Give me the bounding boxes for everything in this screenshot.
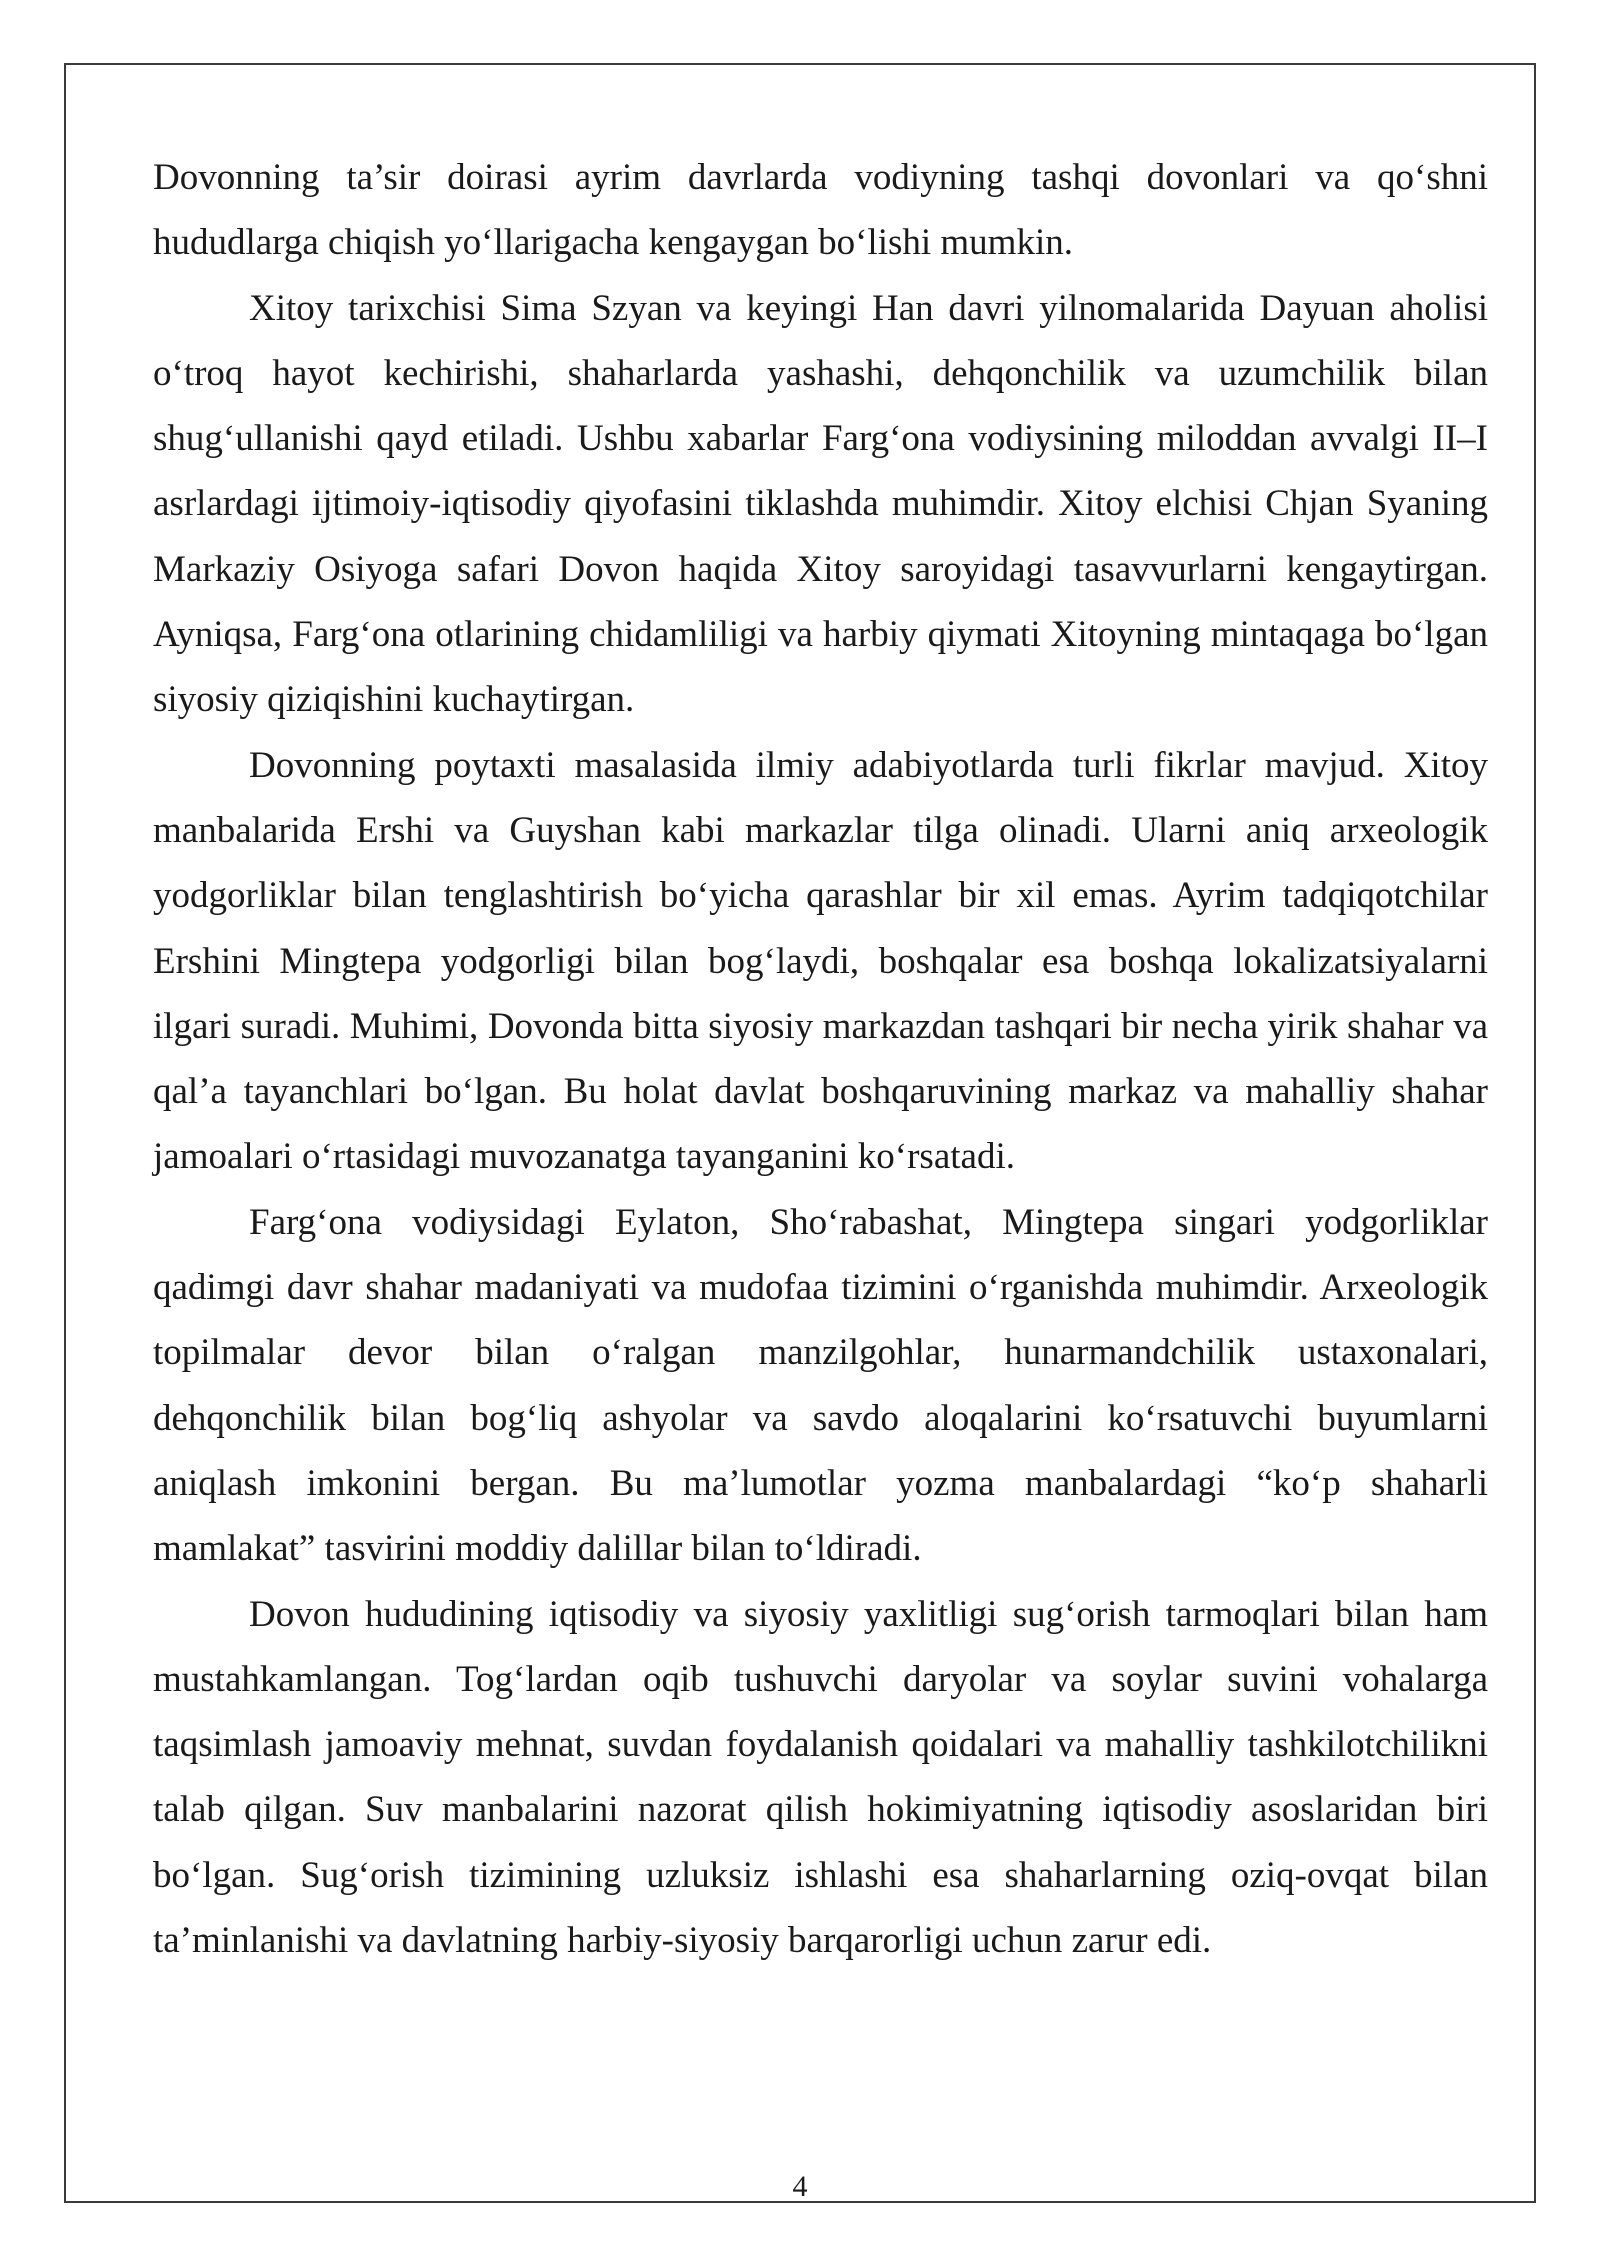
paragraph: Dovonning poytaxti masalasida ilmiy adabiyotlarda turli fikrlar mavjud. Xitoy manbalarida Ershi va Guyshan kabi markazlar tilga olinadi. Ularni aniq arxeologik yodgorliklar bilan tenglashtirish bo‘yicha qarashlar bir xil emas. Ayrim tadqiqotchilar Ershini Mingtepa yodgorligi bilan bog‘laydi, boshqalar esa boshqa lokalizatsiyalarni ilgari suradi. Muhimi, Dovonda bitta siyosiy markazdan tashqari bir necha yirik shahar va qal’a tayanchlari bo‘lgan. Bu holat davlat boshqaruvining markaz va mahalliy shahar jamoalari o‘rtasidagi muvozanatga tayanganini ko‘rsatadi.	[153, 744, 1488, 1178]
paragraph: Farg‘ona vodiysidagi Eylaton, Sho‘rabashat, Mingtepa singari yodgorliklar qadimgi davr shahar madaniyati va mudofaa tizimini o‘rganishda muhimdir. Arxeologik topilmalar devor bilan o‘ralgan manzilgohlar, hunarmandchilik ustaxonalari, dehqonchilik bilan bog‘liq ashyolar va savdo aloqalarini ko‘rsatuvchi buyumlarni aniqlash imkonini bergan. Bu ma’lumotlar yozma manbalardagi “ko‘p shaharli mamlakat” tasvirini moddiy dalillar bilan to‘ldiradi.	[153, 1201, 1488, 1570]
paragraph: Dovon hududining iqtisodiy va siyosiy yaxlitligi sug‘orish tarmoqlari bilan ham mustahkamlangan. Tog‘lardan oqib tushuvchi daryolar va soylar suvini vohalarga taqsimlash jamoaviy mehnat, suvdan foydalanish qoidalari va mahalliy tashkilotchilikni talab qilgan. Suv manbalarini nazorat qilish hokimiyatning iqtisodiy asoslaridan biri bo‘lgan. Sug‘orish tizimining uzluksiz ishlashi esa shaharlarning oziq-ovqat bilan ta’minlanishi va davlatning harbiy-siyosiy barqarorligi uchun zarur edi.	[153, 1593, 1488, 1962]
page-number: 4	[792, 2170, 808, 2203]
paragraph: Dovonning ta’sir doirasi ayrim davrlarda vodiyning tashqi dovonlari va qo‘shni hududlarga chiqish yo‘llarigacha kengaygan bo‘lishi mumkin.	[153, 157, 1488, 264]
document-body	[153, 145, 1488, 1973]
paragraph: Xitoy tarixchisi Sima Szyan va keyingi Han davri yilnomalarida Dayuan aholisi o‘troq hayot kechirishi, shaharlarda yashashi, dehqonchilik va uzumchilik bilan shug‘ullanishi qayd etiladi. Ushbu xabarlar Farg‘ona vodiysining miloddan avvalgi II–I asrlardagi ijtimoiy-iqtisodiy qiyofasini tiklashda muhimdir. Xitoy elchisi Chjan Syaning Markaziy Osiyoga safari Dovon haqida Xitoy saroyidagi tasavvurlarni kengaytirgan. Ayniqsa, Farg‘ona otlarining chidamliligi va harbiy qiymati Xitoyning mintaqaga bo‘lgan siyosiy qiziqishini kuchaytirgan.	[153, 287, 1488, 721]
